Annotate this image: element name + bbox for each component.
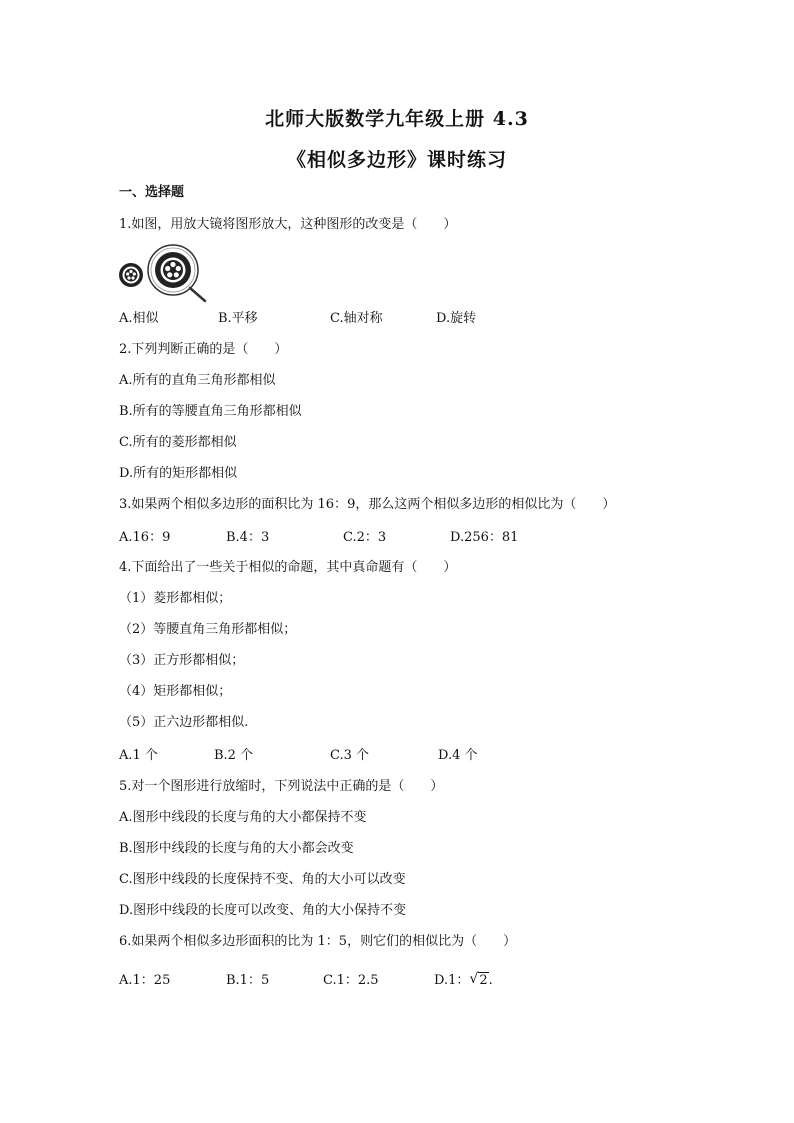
q6-option-a: A.1：25 [119, 973, 171, 988]
question-2-stem: 2.下列判断正确的是（ ） [119, 342, 288, 357]
q5-option-a: A.图形中线段的长度与角的大小都保持不变 [119, 810, 367, 825]
q6-option-c: C.1：2.5 [323, 973, 379, 988]
q4-item-1: （1）菱形都相似； [119, 591, 232, 606]
question-5-stem: 5.对一个图形进行放缩时，下列说法中正确的是（ ） [119, 779, 444, 794]
q3-option-d: D.256：81 [450, 530, 519, 545]
page-subtitle: 《相似多边形》课时练习 [286, 149, 507, 171]
q4-option-d: D.4 个 [438, 748, 478, 763]
q4-item-2: （2）等腰直角三角形都相似； [119, 622, 297, 637]
q5-option-b: B.图形中线段的长度与角的大小都会改变 [119, 841, 354, 856]
question-6-stem: 6.如果两个相似多边形面积的比为 1：5，则它们的相似比为（ ） [119, 934, 517, 949]
q4-option-b: B.2 个 [214, 748, 254, 763]
radical-sign-icon: √ [469, 971, 479, 987]
q4-item-5: （5）正六边形都相似. [119, 715, 249, 730]
magnifier-figure [117, 243, 227, 303]
q5-option-c: C.图形中线段的长度保持不变、角的大小可以改变 [119, 872, 406, 887]
q4-option-c: C.3 个 [330, 748, 370, 763]
q2-option-c: C.所有的菱形都相似 [119, 435, 237, 450]
magnifier-icon [148, 245, 205, 301]
q6-option-d [434, 972, 493, 990]
radicand: 2 [479, 973, 488, 988]
q1-option-c: C.轴对称 [330, 311, 383, 326]
q4-option-a: A.1 个 [119, 748, 158, 763]
q6-option-b: B.1：5 [226, 973, 270, 988]
q5-option-d: D.图形中线段的长度可以改变、角的大小保持不变 [119, 903, 407, 918]
question-1-stem: 1.如图，用放大镜将图形放大，这种图形的改变是（ ） [119, 217, 457, 232]
page-title: 北师大版数学九年级上册 4.3 [265, 108, 529, 130]
q1-option-d: D.旋转 [436, 311, 477, 326]
q4-item-4: （4）矩形都相似； [119, 684, 232, 699]
small-emblem-icon [119, 263, 143, 287]
question-3-stem: 3.如果两个相似多边形的面积比为 16：9，那么这两个相似多边形的相似比为（ ） [119, 497, 616, 512]
q1-option-b: B.平移 [218, 311, 258, 326]
section-heading: 一、选择题 [119, 185, 185, 200]
q6-option-d-prefix: D.1： [434, 973, 470, 988]
q3-option-b: B.4：3 [226, 530, 270, 545]
square-root [469, 972, 488, 990]
q2-option-b: B.所有的等腰直角三角形都相似 [119, 404, 302, 419]
question-4-stem: 4.下面给出了一些关于相似的命题，其中真命题有（ ） [119, 560, 457, 575]
q1-option-a: A.相似 [119, 311, 159, 326]
q6-option-d-suffix: . [488, 973, 493, 988]
q3-option-a: A.16：9 [119, 530, 171, 545]
q2-option-d: D.所有的矩形都相似 [119, 466, 238, 481]
q2-option-a: A.所有的直角三角形都相似 [119, 373, 276, 388]
q4-item-3: （3）正方形都相似； [119, 653, 245, 668]
q3-option-c: C.2：3 [343, 530, 387, 545]
